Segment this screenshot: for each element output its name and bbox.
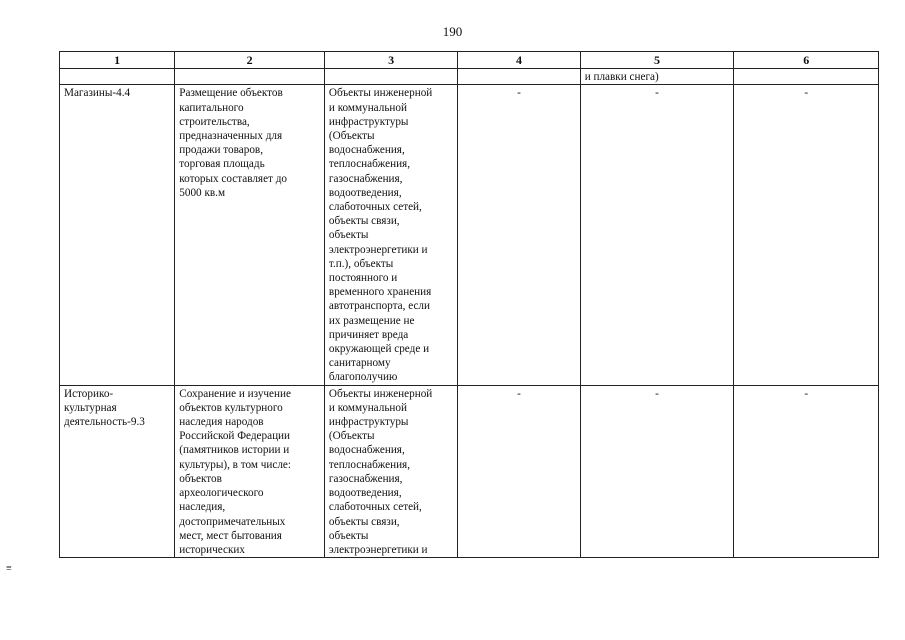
column-header-6: 6	[734, 52, 879, 69]
continuation-cell-3	[324, 69, 457, 85]
column-5-value: -	[580, 385, 734, 557]
column-header-3: 3	[324, 52, 457, 69]
column-4-value: -	[458, 85, 580, 385]
column-6-value: -	[734, 385, 879, 557]
use-type-objects: Объекты инженерной и коммунальной инфраструктуры (Объекты водоснабжения, теплоснабжения, газоснабжения, водоотведения, слаботочных сетей, объекты связи, объекты электроэнергетики и т.п.), объекты постоянного и временного хранения автотранспорта, если их размещение не причиняет вреда окружающей среде и санитарному благополучию	[324, 85, 457, 385]
continuation-cell-4	[458, 69, 580, 85]
continuation-cell-6	[734, 69, 879, 85]
page-number: 190	[442, 24, 463, 39]
continuation-cell-5: и плавки снега)	[580, 69, 734, 85]
column-5-value: -	[580, 85, 734, 385]
land-use-table	[59, 51, 879, 558]
use-type-objects: Объекты инженерной и коммунальной инфраструктуры (Объекты водоснабжения, теплоснабжения, газоснабжения, водоотведения, слаботочных сетей, объекты связи, объекты электроэнергетики и	[328, 387, 433, 556]
table-row	[60, 385, 879, 557]
column-number-header-row	[60, 52, 879, 69]
use-type-description: Сохранение и изучение объектов культурного наследия народов Российской Федерации (памятников истории и культуры), в том числе: объектов археологического наследия, достопримечательных мест, мест бытования исторических	[179, 387, 291, 556]
continuation-cell-1	[60, 69, 175, 85]
table-row	[60, 85, 879, 385]
column-header-5: 5	[580, 52, 734, 69]
continuation-cell-2	[175, 69, 325, 85]
use-type-description-cell	[175, 385, 325, 557]
use-type-objects-cell	[324, 385, 457, 557]
use-type-name: Историко- культурная деятельность-9.3	[60, 385, 175, 557]
continuation-row	[60, 69, 879, 85]
column-header-4: 4	[458, 52, 580, 69]
use-type-name: Магазины-4.4	[60, 85, 175, 385]
use-type-description: Размещение объектов капитального строительства, предназначенных для продажи товаров, торговая площадь которых составляет до 5000 кв.м	[175, 85, 325, 385]
margin-mark-icon: ≡	[6, 563, 12, 574]
column-6-value: -	[734, 85, 879, 385]
column-4-value: -	[458, 385, 580, 557]
column-header-1: 1	[60, 52, 175, 69]
column-header-2: 2	[175, 52, 325, 69]
